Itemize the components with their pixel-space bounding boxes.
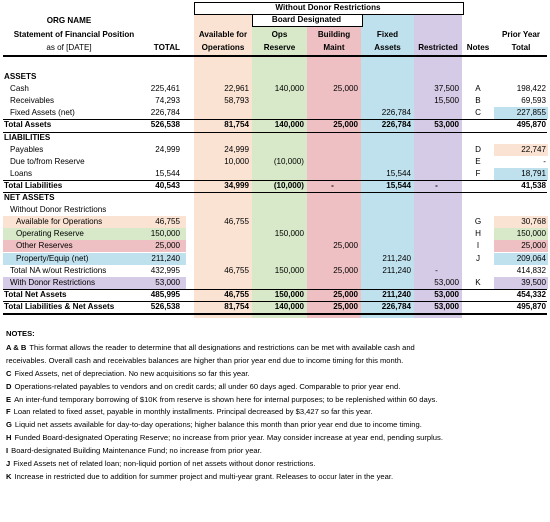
col-fixed-1: Fixed	[376, 30, 399, 39]
cell-prior: 414,832	[516, 265, 546, 275]
cell-avail: 81,754	[224, 301, 249, 311]
row-label: Cash	[10, 84, 29, 94]
row-label: Total NA w/out Restrictions	[10, 265, 107, 275]
note-text: This format allows the reader to determine that all designations and restrictions can be met with available cash and	[29, 342, 415, 352]
cell-fixed: 211,240	[382, 265, 411, 275]
row-label: Available for Operations	[16, 217, 103, 227]
cell-bldg: -	[331, 180, 334, 190]
cell-total: 526,538	[150, 120, 180, 130]
cell-avail: 81,754	[224, 120, 249, 130]
cell-ops: 140,000	[274, 301, 304, 311]
row-label: Total Assets	[4, 120, 52, 130]
note-item	[6, 381, 546, 394]
cell-fixed: 15,544	[386, 168, 411, 178]
cell-prior: 39,500	[521, 277, 546, 287]
header-divider	[3, 55, 547, 57]
cell-restr: 15,500	[434, 96, 459, 106]
row-label: Fixed Assets (net)	[10, 108, 75, 118]
note-text: Funded Board-designated Operating Reserve; no increase from prior year. May consider increase at year end, pending surplus.	[14, 433, 443, 443]
cell-prior: -	[543, 156, 546, 166]
cell-prior: 69,593	[521, 96, 546, 106]
total-line	[3, 289, 547, 290]
cell-total: 15,544	[155, 168, 180, 178]
cell-total: 211,240	[151, 253, 180, 263]
cell-fixed: 226,784	[381, 108, 411, 118]
cell-avail: 46,755	[224, 289, 249, 299]
cell-bldg: 25,000	[333, 120, 358, 130]
cell-ops: (10,000)	[273, 156, 304, 166]
cell-note: A	[475, 84, 481, 94]
row-label: NET ASSETS	[4, 193, 55, 202]
cell-ops: 150,000	[274, 265, 304, 275]
cell-total: 526,538	[150, 301, 180, 311]
note-text: Fixed Assets, net of depreciation. No new acquisitions so far this year.	[14, 368, 250, 378]
col-total: TOTAL	[153, 43, 180, 52]
cell-ops: (10,000)	[273, 180, 304, 190]
cell-prior: 25,000	[521, 241, 546, 251]
col-notes: Notes	[466, 43, 490, 52]
note-key: J	[6, 459, 11, 469]
col-fixed-2: Assets	[374, 43, 401, 52]
col-available-2: Operations	[201, 43, 245, 52]
cell-prior: 30,768	[521, 217, 546, 227]
cell-ops: 140,000	[274, 120, 304, 130]
cell-prior: 18,791	[521, 168, 546, 178]
cell-restr: 37,500	[434, 84, 459, 94]
note-item	[6, 471, 546, 484]
row-label: Operating Reserve	[16, 229, 84, 239]
statement-title: Statement of Financial Position	[13, 30, 135, 39]
cell-total: 24,999	[155, 144, 180, 154]
col-prior-2: Total	[511, 43, 531, 52]
cell-total: 53,000	[155, 277, 180, 287]
note-key: C	[6, 368, 12, 378]
cell-restr: 53,000	[434, 301, 459, 311]
row-label: Without Donor Restrictions	[10, 205, 107, 215]
note-key: D	[6, 381, 12, 391]
cell-fixed: 15,544	[386, 180, 411, 190]
note-text: Fixed Assets net of related loan; non-liquid portion of net assets without donor restrictions.	[13, 459, 316, 469]
cell-restr: 53,000	[434, 277, 459, 287]
cell-note: G	[474, 217, 482, 227]
org-name: ORG NAME	[46, 16, 92, 25]
cell-fixed: 211,240	[382, 253, 411, 263]
cell-prior: 150,000	[516, 229, 546, 239]
col-building-2: Maint	[323, 43, 345, 52]
note-item	[6, 458, 546, 471]
note-item	[6, 432, 546, 445]
note-item	[6, 445, 546, 458]
cell-note: K	[475, 277, 481, 287]
row-label: Total Liabilities	[4, 180, 63, 190]
row-label: ASSETS	[4, 72, 37, 81]
note-item	[6, 368, 546, 381]
without-donor-header: Without Donor Restrictions	[275, 3, 381, 12]
cell-note: F	[475, 168, 481, 178]
row-label: Other Reserves	[16, 241, 73, 251]
row-label: Loans	[10, 168, 33, 178]
note-text: Board-designated Building Maintenance Fund; no increase from prior year.	[11, 446, 262, 456]
cell-total: 226,784	[150, 108, 180, 118]
cell-bldg: 25,000	[333, 301, 358, 311]
cell-note: I	[476, 241, 480, 251]
cell-restr: 53,000	[434, 120, 459, 130]
total-line	[3, 180, 547, 181]
cell-bldg: 25,000	[333, 84, 358, 94]
cell-restr: -	[435, 180, 438, 190]
notes-title: NOTES:	[6, 329, 35, 338]
note-text: receivables. Overall cash and receivables balances are higher than prior year end due to income timing for this month.	[6, 355, 404, 365]
note-key: I	[6, 446, 9, 456]
row-label: Total Net Assets	[4, 289, 67, 299]
cell-ops: 150,000	[274, 289, 304, 299]
cell-avail: 34,999	[224, 180, 249, 190]
row-label: Due to/from Reserve	[10, 156, 85, 166]
board-designated-header: Board Designated	[271, 15, 342, 24]
note-text: Liquid net assets available for day-to-day operations; higher balance this month than prior year end due to income timing.	[14, 420, 422, 430]
col-building-1: Building	[317, 30, 351, 39]
row-label: Property/Equip (net)	[16, 253, 89, 263]
cell-prior: 209,064	[516, 253, 546, 263]
col-ops-1: Ops	[271, 30, 288, 39]
as-of-date: as of [DATE]	[46, 43, 92, 52]
note-item	[6, 355, 546, 368]
cell-total: 46,755	[155, 217, 180, 227]
row-label: With Donor Restrictions	[10, 277, 96, 287]
col-ops-2: Reserve	[263, 43, 296, 52]
cell-avail: 10,000	[224, 156, 249, 166]
note-text: Loan related to fixed asset, payable in monthly installments. Principal decreased by $3,427 so far this year.	[13, 407, 373, 417]
cell-restr: -	[435, 265, 438, 275]
col-prior-1: Prior Year	[501, 30, 541, 39]
note-item	[6, 419, 546, 432]
row-label: Receivables	[10, 96, 55, 106]
total-line	[3, 301, 547, 302]
cell-avail: 58,793	[224, 96, 249, 106]
cell-bldg: 25,000	[333, 241, 358, 251]
cell-bldg: 25,000	[333, 289, 358, 299]
row-label: LIABILITIES	[4, 132, 51, 142]
cell-note: E	[475, 156, 481, 166]
cell-total: 25,000	[155, 241, 180, 251]
total-underline	[3, 313, 547, 315]
cell-total: 74,293	[155, 96, 180, 106]
note-key: F	[6, 407, 11, 417]
note-key: K	[6, 471, 12, 481]
cell-total: 40,543	[155, 180, 180, 190]
note-text: Increase in restricted due to addition for summer project and multi-year grant. Releases to occur later in the year.	[14, 471, 394, 481]
note-text: An inter-fund temporary borrowing of $10K from reserve is shown here for internal purposes; to be replenished within 60 days.	[14, 394, 438, 404]
cell-fixed: 226,784	[381, 301, 411, 311]
cell-ops: 150,000	[274, 229, 304, 239]
cell-total: 432,995	[150, 265, 180, 275]
cell-total: 485,995	[150, 289, 180, 299]
cell-fixed: 211,240	[382, 289, 411, 299]
cell-ops: 140,000	[274, 84, 304, 94]
cell-prior: 22,747	[521, 144, 546, 154]
cell-prior: 495,870	[516, 301, 546, 311]
row-label: Total Liabilities & Net Assets	[4, 301, 115, 311]
note-item	[6, 406, 546, 419]
cell-avail: 46,755	[224, 265, 249, 275]
cell-prior: 198,422	[516, 84, 546, 94]
cell-note: D	[475, 144, 481, 154]
cell-prior: 454,332	[516, 289, 546, 299]
cell-prior: 495,870	[516, 120, 546, 130]
cell-note: B	[475, 96, 481, 106]
note-key: E	[6, 394, 12, 404]
cell-note: H	[475, 229, 481, 239]
cell-bldg: 25,000	[333, 265, 358, 275]
note-text: Operations-related payables to vendors and on credit cards; all under 60 days aged. Comparable to prior year end.	[14, 381, 401, 391]
cell-avail: 46,755	[224, 217, 249, 227]
note-key: A & B	[6, 342, 27, 352]
cell-total: 225,461	[150, 84, 180, 94]
col-restricted: Restricted	[418, 43, 458, 52]
note-item	[6, 394, 546, 407]
cell-note: J	[475, 253, 481, 263]
cell-restr: 53,000	[434, 289, 459, 299]
col-available-1: Available for	[198, 30, 248, 39]
row-label: Payables	[10, 144, 44, 154]
cell-avail: 22,961	[224, 84, 249, 94]
cell-prior: 41,538	[521, 180, 546, 190]
cell-note: C	[475, 108, 481, 118]
total-line	[3, 119, 547, 120]
cell-avail: 24,999	[224, 144, 249, 154]
cell-fixed: 226,784	[381, 120, 411, 130]
note-key: H	[6, 433, 12, 443]
cell-prior: 227,855	[516, 108, 546, 118]
note-item	[6, 342, 546, 355]
cell-total: 150,000	[150, 229, 180, 239]
note-key: G	[6, 420, 12, 430]
notes-section	[6, 328, 546, 484]
